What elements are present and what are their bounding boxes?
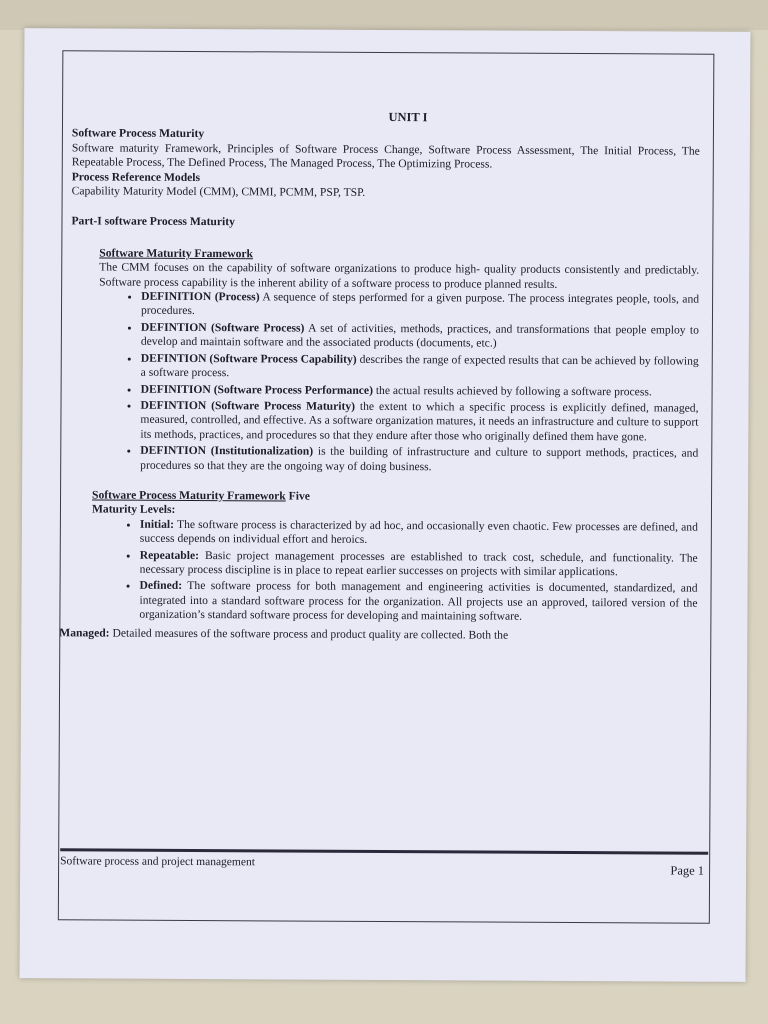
definition-term: DEFINTION (Software Process) [140, 320, 305, 335]
managed-text: Detailed measures of the software process and product quality are collected. Both the [109, 626, 509, 642]
list-item [140, 444, 698, 476]
definition-text: the extent to which a specific process is explicitly defined, managed, measured, controlled, and effective. As a software organization matures, it needs an infrastructure and culture to support its methods, practices, and procedures so that they endure after those who originally defined them have gone. [140, 399, 699, 444]
level-text: The software process for both management and engineering activities is documented, standardized, and integrated into a standard software process for the organization. All projects use an approved, tailored version of the organization’s standard software process for developing and maintaining software. [139, 579, 698, 623]
list-item [140, 517, 698, 549]
syllabus-heading-1: Software Process Maturity [71, 126, 205, 141]
definition-text: A sequence of steps performed for a given purpose. The process integrates people, tools, and procedures. [140, 290, 700, 318]
definition-text: the actual results achieved by following a software process. [372, 383, 652, 398]
definition-term: DEFINITION (Software Process Performance) [140, 382, 373, 397]
syllabus-text-1: Software maturity Framework, Principles of Software Process Change, Software Process Assessment, The Initial Process, The Repeatable Process, The Defined Process, The Managed Process, The Optimizing Process. [71, 141, 700, 171]
level-text: The software process is characterized by ad hoc, and occasionally even chaotic. Few processes are defined, and success depends on individual effort and heroics. [139, 517, 698, 547]
list-item [140, 399, 698, 445]
definition-term: DEFINITION (Process) [141, 289, 260, 304]
footer-title: Software process and project management [60, 855, 255, 869]
background-strip [0, 0, 768, 30]
unit-title: UNIT I [388, 110, 428, 125]
definition-term: DEFINTION (Software Process Maturity) [140, 398, 356, 413]
definition-text: A set of activities, methods, practices, and transformations that people employ to develop and maintain software and the associated products (documents, etc.) [140, 321, 699, 350]
list-item [140, 548, 698, 580]
levels-subheading: Maturity Levels: [91, 502, 176, 517]
page-number: Page 1 [670, 863, 705, 878]
definition-text: describes the range of expected results that can be achieved by following a software process. [140, 352, 699, 380]
page-content [59, 108, 700, 643]
syllabus-text-2: Capability Maturity Model (CMM), CMMI, PCMM, PSP, TSP. [71, 184, 366, 199]
levels-list [69, 517, 698, 625]
part-heading: Part-I software Process Maturity [71, 214, 235, 229]
definition-list [70, 289, 699, 475]
list-item [141, 321, 699, 353]
definition-term: DEFINTION (Software Process Capability) [140, 351, 357, 366]
document-page [20, 28, 751, 982]
syllabus-heading-2: Process Reference Models [71, 169, 201, 184]
levels-section [70, 488, 698, 520]
framework-intro: The CMM focuses on the capability of software organizations to produce high- quality products consistently and predictably. Software process capability is the inherent ability of a software process to produce planned results. [99, 260, 700, 291]
definition-text: is the building of infrastructure and culture to support methods, practices, and procedures so that they are the ongoing way of doing business. [140, 444, 699, 473]
list-item [141, 290, 699, 322]
framework-section [71, 246, 699, 293]
managed-term: Managed: [59, 625, 110, 640]
level-term: Defined: [139, 579, 183, 593]
level-text: Basic project management processes are established to track cost, schedule, and functionality. The necessary process discipline is in place to repeat earlier successes on projects with similar applications. [139, 548, 698, 579]
list-item [139, 579, 697, 625]
levels-heading-underlined: Software Process Maturity Framework [92, 488, 286, 503]
framework-heading: Software Maturity Framework [99, 246, 254, 261]
levels-heading-rest: Five [285, 489, 310, 503]
level-term: Initial: [139, 517, 175, 531]
definition-term: DEFINTION (Institutionalization) [140, 443, 314, 458]
list-item [141, 351, 699, 383]
level-term: Repeatable: [139, 548, 200, 562]
list-item [141, 382, 699, 399]
